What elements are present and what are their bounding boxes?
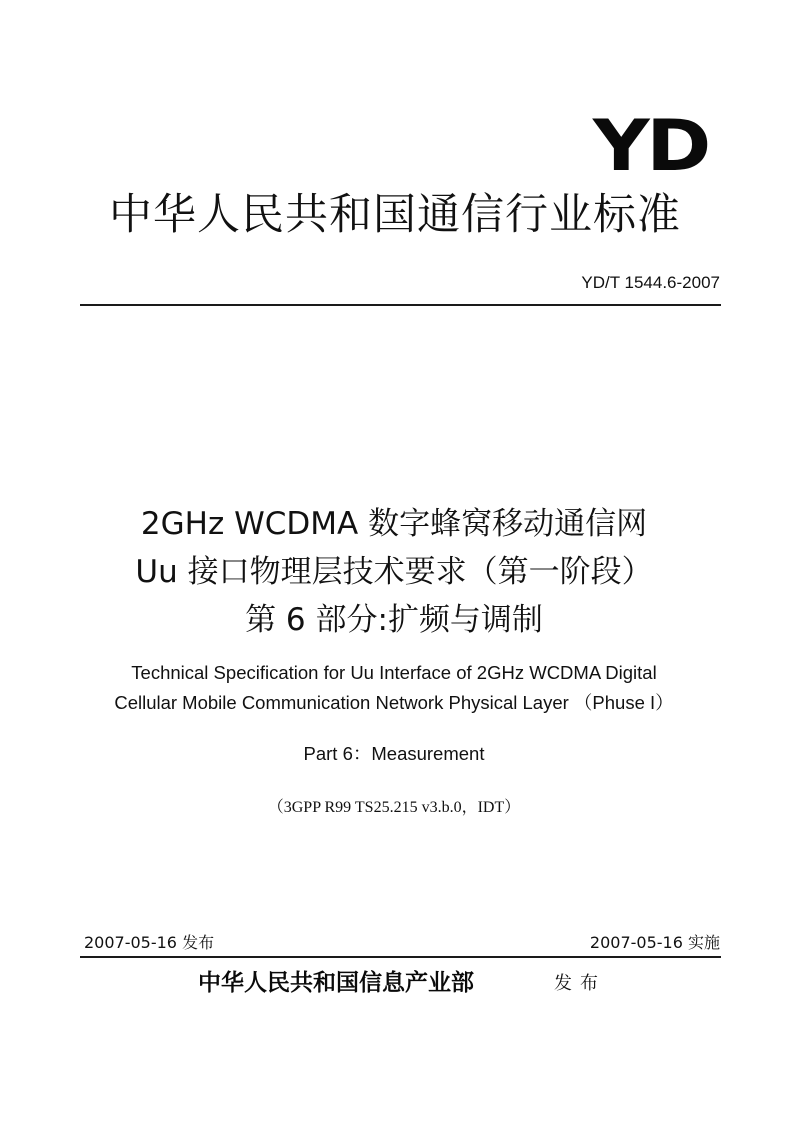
issue-date: 2007-05-16 发布: [84, 933, 215, 952]
english-title-line-2: Cellular Mobile Communication Network Physical Layer （Phuse I）: [114, 692, 674, 713]
chinese-title-line-2: Uu 接口物理层技术要求（第一阶段）: [135, 554, 653, 590]
chinese-title-line-1: 2GHz WCDMA 数字蜂窝移动通信网: [140, 506, 648, 542]
chinese-title: [60, 500, 728, 644]
standard-number: YD/T 1544.6-2007: [581, 273, 720, 292]
standard-type-heading: 中华人民共和国通信行业标准: [109, 190, 681, 240]
english-part-title: Part 6：Measurement: [303, 743, 485, 764]
adoption-reference: （3GPP R99 TS25.215 v3.b.0，IDT）: [267, 799, 521, 816]
publish-label: 发布: [554, 973, 606, 994]
chinese-title-line-3: 第 6 部分:扩频与调制: [245, 602, 543, 638]
english-title: [60, 658, 728, 718]
footer-divider: [80, 956, 721, 958]
english-title-line-1: Technical Specification for Uu Interface of 2GHz WCDMA Digital: [131, 662, 657, 683]
yd-logo: YD: [592, 105, 708, 187]
publisher-name: 中华人民共和国信息产业部: [198, 969, 474, 996]
implementation-date: 2007-05-16 实施: [589, 933, 720, 952]
header-divider: [80, 304, 721, 306]
